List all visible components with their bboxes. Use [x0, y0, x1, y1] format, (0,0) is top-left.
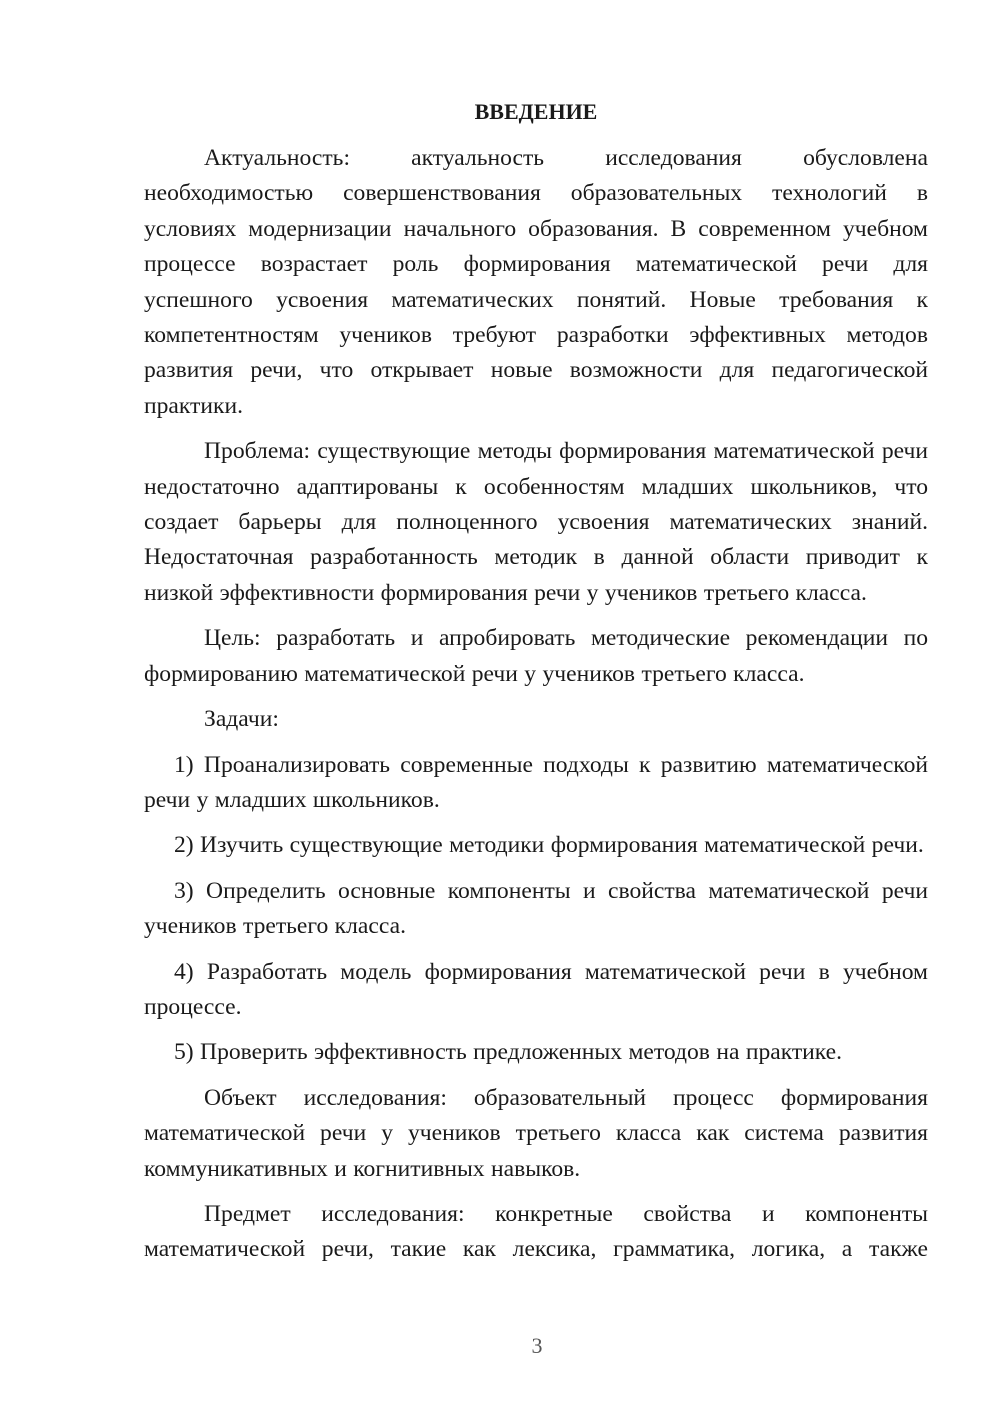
page-title: ВВЕДЕНИЕ: [474, 99, 598, 124]
task-item: 1) Проанализировать современные подходы к развитию математической речи у младших школьников.: [144, 751, 928, 813]
object-paragraph: Объект исследования: образовательный процесс формирования математической речи у учеников третьего класса как система развития коммуникативных и когнитивных навыков.: [144, 1084, 928, 1182]
relevance-paragraph: Актуальность: актуальность исследования обусловлена необходимостью совершенствования образовательных технологий в условиях модернизации начального образования. В современном учебном процессе возрастает роль формирования математической речи для успешного усвоения математических понятий. Новые требования к компетентностям учеников требуют разработки эффективных методов развития речи, что открывает новые возможности для педагогической практики.: [144, 145, 928, 419]
task-item: 2) Изучить существующие методики формирования математической речи.: [174, 832, 924, 859]
task-item: 5) Проверить эффективность предложенных методов на практике.: [174, 1039, 843, 1066]
problem-paragraph: Проблема: существующие методы формирования математической речи недостаточно адаптированы к особенностям младших школьников, что создает барьеры для полноценного усвоения математических знаний. Недостаточная разработанность методик в данной области приводит к низкой эффективности формирования речи у учеников третьего класса.: [144, 438, 928, 606]
task-item: 4) Разработать модель формирования математической речи в учебном процессе.: [144, 958, 928, 1020]
page-number: 3: [531, 1333, 543, 1358]
task-item: 3) Определить основные компоненты и свойства математической речи учеников третьего класса.: [144, 877, 928, 940]
page-content: [144, 96, 928, 1278]
tasks-heading: Задачи:: [204, 706, 279, 733]
subject-paragraph: Предмет исследования: конкретные свойства и компоненты математической речи, такие как лексика, грамматика, логика, а также: [144, 1200, 928, 1263]
goal-paragraph: Цель: разработать и апробировать методические рекомендации по формированию математической речи у учеников третьего класса.: [144, 625, 928, 687]
tasks-list: [144, 748, 928, 1071]
